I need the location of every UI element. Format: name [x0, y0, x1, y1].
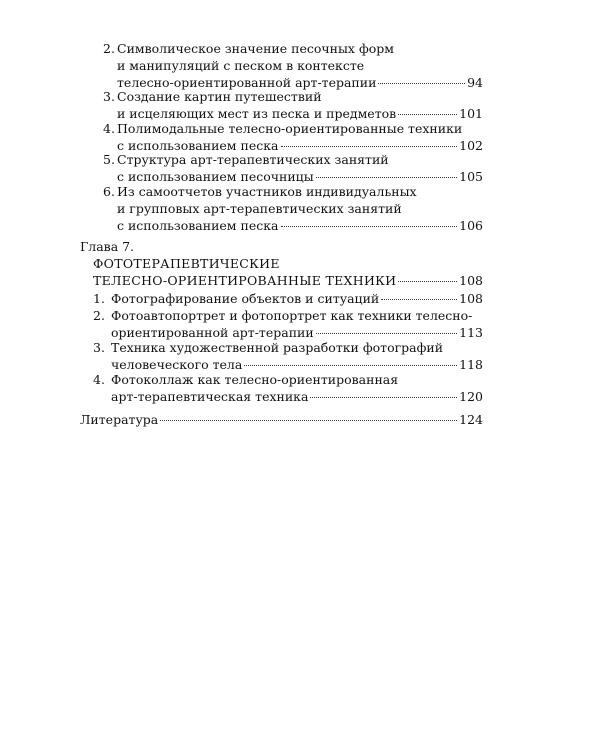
entry-line: Фотографирование объектов и ситуаций — [111, 291, 380, 306]
page-number: 105 — [459, 169, 483, 184]
chapter-label: Глава 7. — [80, 239, 135, 254]
entry-line: с использованием песка — [117, 138, 279, 153]
page-number: 113 — [459, 325, 483, 340]
entry-line: телесно-ориентированной арт-терапии — [117, 75, 377, 90]
entry-text — [80, 411, 483, 428]
dot-leader — [381, 299, 457, 300]
entry-line: человеческого тела — [111, 357, 243, 372]
entry-line: Фотоколлаж как телесно-ориентированная — [111, 372, 399, 387]
entry-line: Символическое значение песочных форм — [117, 41, 394, 56]
page-number: 94 — [467, 75, 483, 90]
entry-line: ориентированной арт-терапии — [111, 325, 314, 340]
chapter-title-text — [93, 255, 483, 289]
page-number: 108 — [459, 291, 483, 306]
dot-leader — [398, 114, 457, 115]
dot-leader — [160, 420, 457, 421]
entry-line: Фотоавтопортрет и фотопортрет как техники телесно- — [111, 308, 473, 323]
dot-leader — [316, 333, 457, 334]
entry-number: 3. — [93, 340, 105, 355]
entry-line: и манипуляций с песком в контексте — [117, 58, 365, 73]
page-number: 102 — [459, 138, 483, 153]
entry-line: и групповых арт-терапевтических занятий — [117, 201, 402, 216]
page-number: 101 — [459, 106, 483, 121]
entry-text — [111, 339, 483, 373]
page-number: 118 — [459, 357, 483, 372]
entry-number: 6. — [103, 184, 115, 199]
entry-number: 3. — [103, 89, 115, 104]
entry-text — [111, 371, 483, 405]
entry-line: и исцеляющих мест из песка и предметов — [117, 106, 397, 121]
dot-leader — [316, 177, 457, 178]
dot-leader — [281, 226, 458, 227]
dot-leader — [281, 146, 458, 147]
page-number: 120 — [459, 389, 483, 404]
chapter-title-line: ФОТОТЕРАПЕВТИЧЕСКИЕ — [93, 256, 280, 271]
chapter-title-line: ТЕЛЕСНО-ОРИЕНТИРОВАННЫЕ ТЕХНИКИ — [93, 273, 397, 288]
entry-text — [117, 151, 483, 185]
entry-text — [117, 88, 483, 122]
dot-leader — [310, 397, 457, 398]
bibliography-label: Литература — [80, 412, 159, 427]
page-number: 108 — [459, 273, 483, 288]
entry-text — [111, 307, 483, 341]
entry-text — [117, 40, 483, 91]
entry-line: с использованием песочницы — [117, 169, 314, 184]
entry-number: 2. — [103, 41, 115, 56]
page-number: 106 — [459, 218, 483, 233]
entry-number: 1. — [93, 291, 105, 306]
entry-text — [117, 183, 483, 234]
entry-number: 5. — [103, 152, 115, 167]
page-number: 124 — [459, 412, 483, 427]
dot-leader — [398, 281, 457, 282]
entry-line: Структура арт-терапевтических занятий — [117, 152, 389, 167]
entry-text — [111, 290, 483, 307]
entry-number: 2. — [93, 308, 105, 323]
entry-line: Из самоотчетов участников индивидуальных — [117, 184, 417, 199]
entry-line: Создание картин путешествий — [117, 89, 322, 104]
entry-line: Техника художественной разработки фотографий — [111, 340, 444, 355]
entry-number: 4. — [103, 121, 115, 136]
entry-line: арт-терапевтическая техника — [111, 389, 309, 404]
entry-line: с использованием песка — [117, 218, 279, 233]
dot-leader — [244, 365, 457, 366]
dot-leader — [378, 83, 465, 84]
entry-number: 4. — [93, 372, 105, 387]
entry-line: Полимодальные телесно-ориентированные техники — [117, 121, 463, 136]
entry-text — [117, 120, 483, 154]
